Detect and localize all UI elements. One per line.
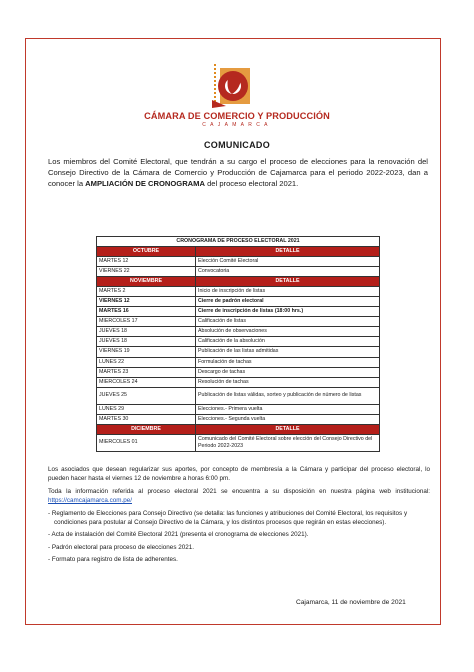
row-date: MIERCOLES 24: [97, 377, 196, 387]
row-detail: Formulación de tachas: [196, 357, 380, 367]
table-row: [97, 287, 380, 297]
intro-tail: del proceso electoral 2021.: [204, 178, 299, 188]
row-date: JUEVES 25: [97, 387, 196, 404]
website-link[interactable]: https://camcajamarca.com.pe/: [48, 497, 132, 505]
row-detail: Cierre de inscripción de listas (18:00 hrs.): [196, 307, 380, 317]
row-date: MARTES 12: [97, 257, 196, 267]
intro-paragraph: [48, 157, 428, 189]
row-date: MARTES 23: [97, 367, 196, 377]
row-date: MIERCOLES 17: [97, 317, 196, 327]
table-row: [97, 327, 380, 337]
row-detail: Elección Comité Electoral: [196, 257, 380, 267]
intro-text: Los miembros del Comité Electoral, que tendrán a su cargo el proceso de elecciones para la renovación del Consejo Directivo de la Cámara de Comercio y Producción de Cajamarca para el periodo 2022-2023, dan a conocer la: [48, 157, 428, 188]
row-detail: Publicación de listas válidas, sorteo y publicación de número de listas: [196, 387, 380, 404]
row-detail: Absolución de observaciones: [196, 327, 380, 337]
row-date: LUNES 22: [97, 357, 196, 367]
schedule-table: [96, 236, 380, 452]
table-row: [97, 257, 380, 267]
month-header: DICIEMBRE: [97, 424, 196, 434]
row-detail: Calificación de listas: [196, 317, 380, 327]
intro-bold: AMPLIACIÓN DE CRONOGRAMA: [85, 178, 205, 188]
row-date: VIERNES 22: [97, 267, 196, 277]
row-date: VIERNES 12: [97, 297, 196, 307]
row-date: JUEVES 18: [97, 327, 196, 337]
page-title: COMUNICADO: [204, 140, 270, 150]
row-date: MIERCOLES 01: [97, 434, 196, 451]
section-header-row: [97, 247, 380, 257]
closing-section: [48, 465, 430, 568]
row-detail: Descargo de tachas: [196, 367, 380, 377]
signoff-date: Cajamarca, 11 de noviembre de 2021: [296, 599, 406, 606]
detail-header: DETALLE: [196, 424, 380, 434]
section-header-row: [97, 424, 380, 434]
org-city: CAJAMARCA: [202, 122, 272, 128]
detail-header: DETALLE: [196, 247, 380, 257]
list-item: - Padrón electoral para proceso de elecciones 2021.: [48, 543, 194, 551]
table-row: [97, 337, 380, 347]
row-detail: Comunicado del Comité Electoral sobre elección del Consejo Directivo del Periodo 2022-2023: [196, 434, 380, 451]
table-row: [97, 414, 380, 424]
org-name: CÁMARA DE COMERCIO Y PRODUCCIÓN: [144, 111, 330, 121]
month-header: OCTUBRE: [97, 247, 196, 257]
table-row: [97, 317, 380, 327]
row-detail: Convocatoria: [196, 267, 380, 277]
table-row: [97, 347, 380, 357]
closing-paragraph-2-text: Toda la información referida al proceso electoral 2021 se encuentra a su disposición en nuestra página web institucional:: [48, 487, 430, 495]
row-date: MARTES 16: [97, 307, 196, 317]
table-row: [97, 307, 380, 317]
row-date: MARTES 2: [97, 287, 196, 297]
row-date: MARTES 30: [97, 414, 196, 424]
row-detail: Cierre de padrón electoral: [196, 297, 380, 307]
list-item: - Formato para registro de lista de adherentes.: [48, 556, 178, 564]
closing-paragraph-1: Los asociados que desean regularizar sus aportes, por concepto de membresía a la Cámara y participar del proceso electoral, lo pueden hacer hasta el viernes 12 de noviembre a horas 6:00 pm.: [48, 466, 430, 483]
row-detail: Resolución de tachas: [196, 377, 380, 387]
table-row: [97, 357, 380, 367]
month-header: NOVIEMBRE: [97, 277, 196, 287]
table-row: [97, 434, 380, 451]
row-detail: Inicio de inscripción de listas: [196, 287, 380, 297]
row-detail: Elecciones.- Segunda vuelta: [196, 414, 380, 424]
table-title: CRONOGRAMA DE PROCESO ELECTORAL 2021: [97, 237, 380, 247]
list-item: - Reglamento de Elecciones para Consejo Directivo (se detalla: las funciones y atribuciones del Comité Electoral, los requisitos y condiciones para postular al Consejo Directivo de la Cámara, y los distintos procesos que regirán en estas elecciones).: [48, 509, 408, 527]
closing-paragraph-2: [48, 487, 430, 505]
section-header-row: [97, 277, 380, 287]
camara-logo-icon: [206, 60, 258, 112]
documents-list: [48, 509, 430, 565]
row-date: VIERNES 19: [97, 347, 196, 357]
table-row: [97, 404, 380, 414]
table-row: [97, 387, 380, 404]
table-row: [97, 367, 380, 377]
table-row: [97, 377, 380, 387]
detail-header: DETALLE: [196, 277, 380, 287]
row-date: LUNES 29: [97, 404, 196, 414]
row-date: JUEVES 18: [97, 337, 196, 347]
row-detail: Elecciones.- Primera vuelta: [196, 404, 380, 414]
row-detail: Calificación de la absolución: [196, 337, 380, 347]
table-row: [97, 267, 380, 277]
table-row: [97, 297, 380, 307]
row-detail: Publicación de las listas admitidas: [196, 347, 380, 357]
list-item: - Acta de instalación del Comité Electoral 2021 (presenta el cronograma de elecciones 2021).: [48, 531, 309, 539]
